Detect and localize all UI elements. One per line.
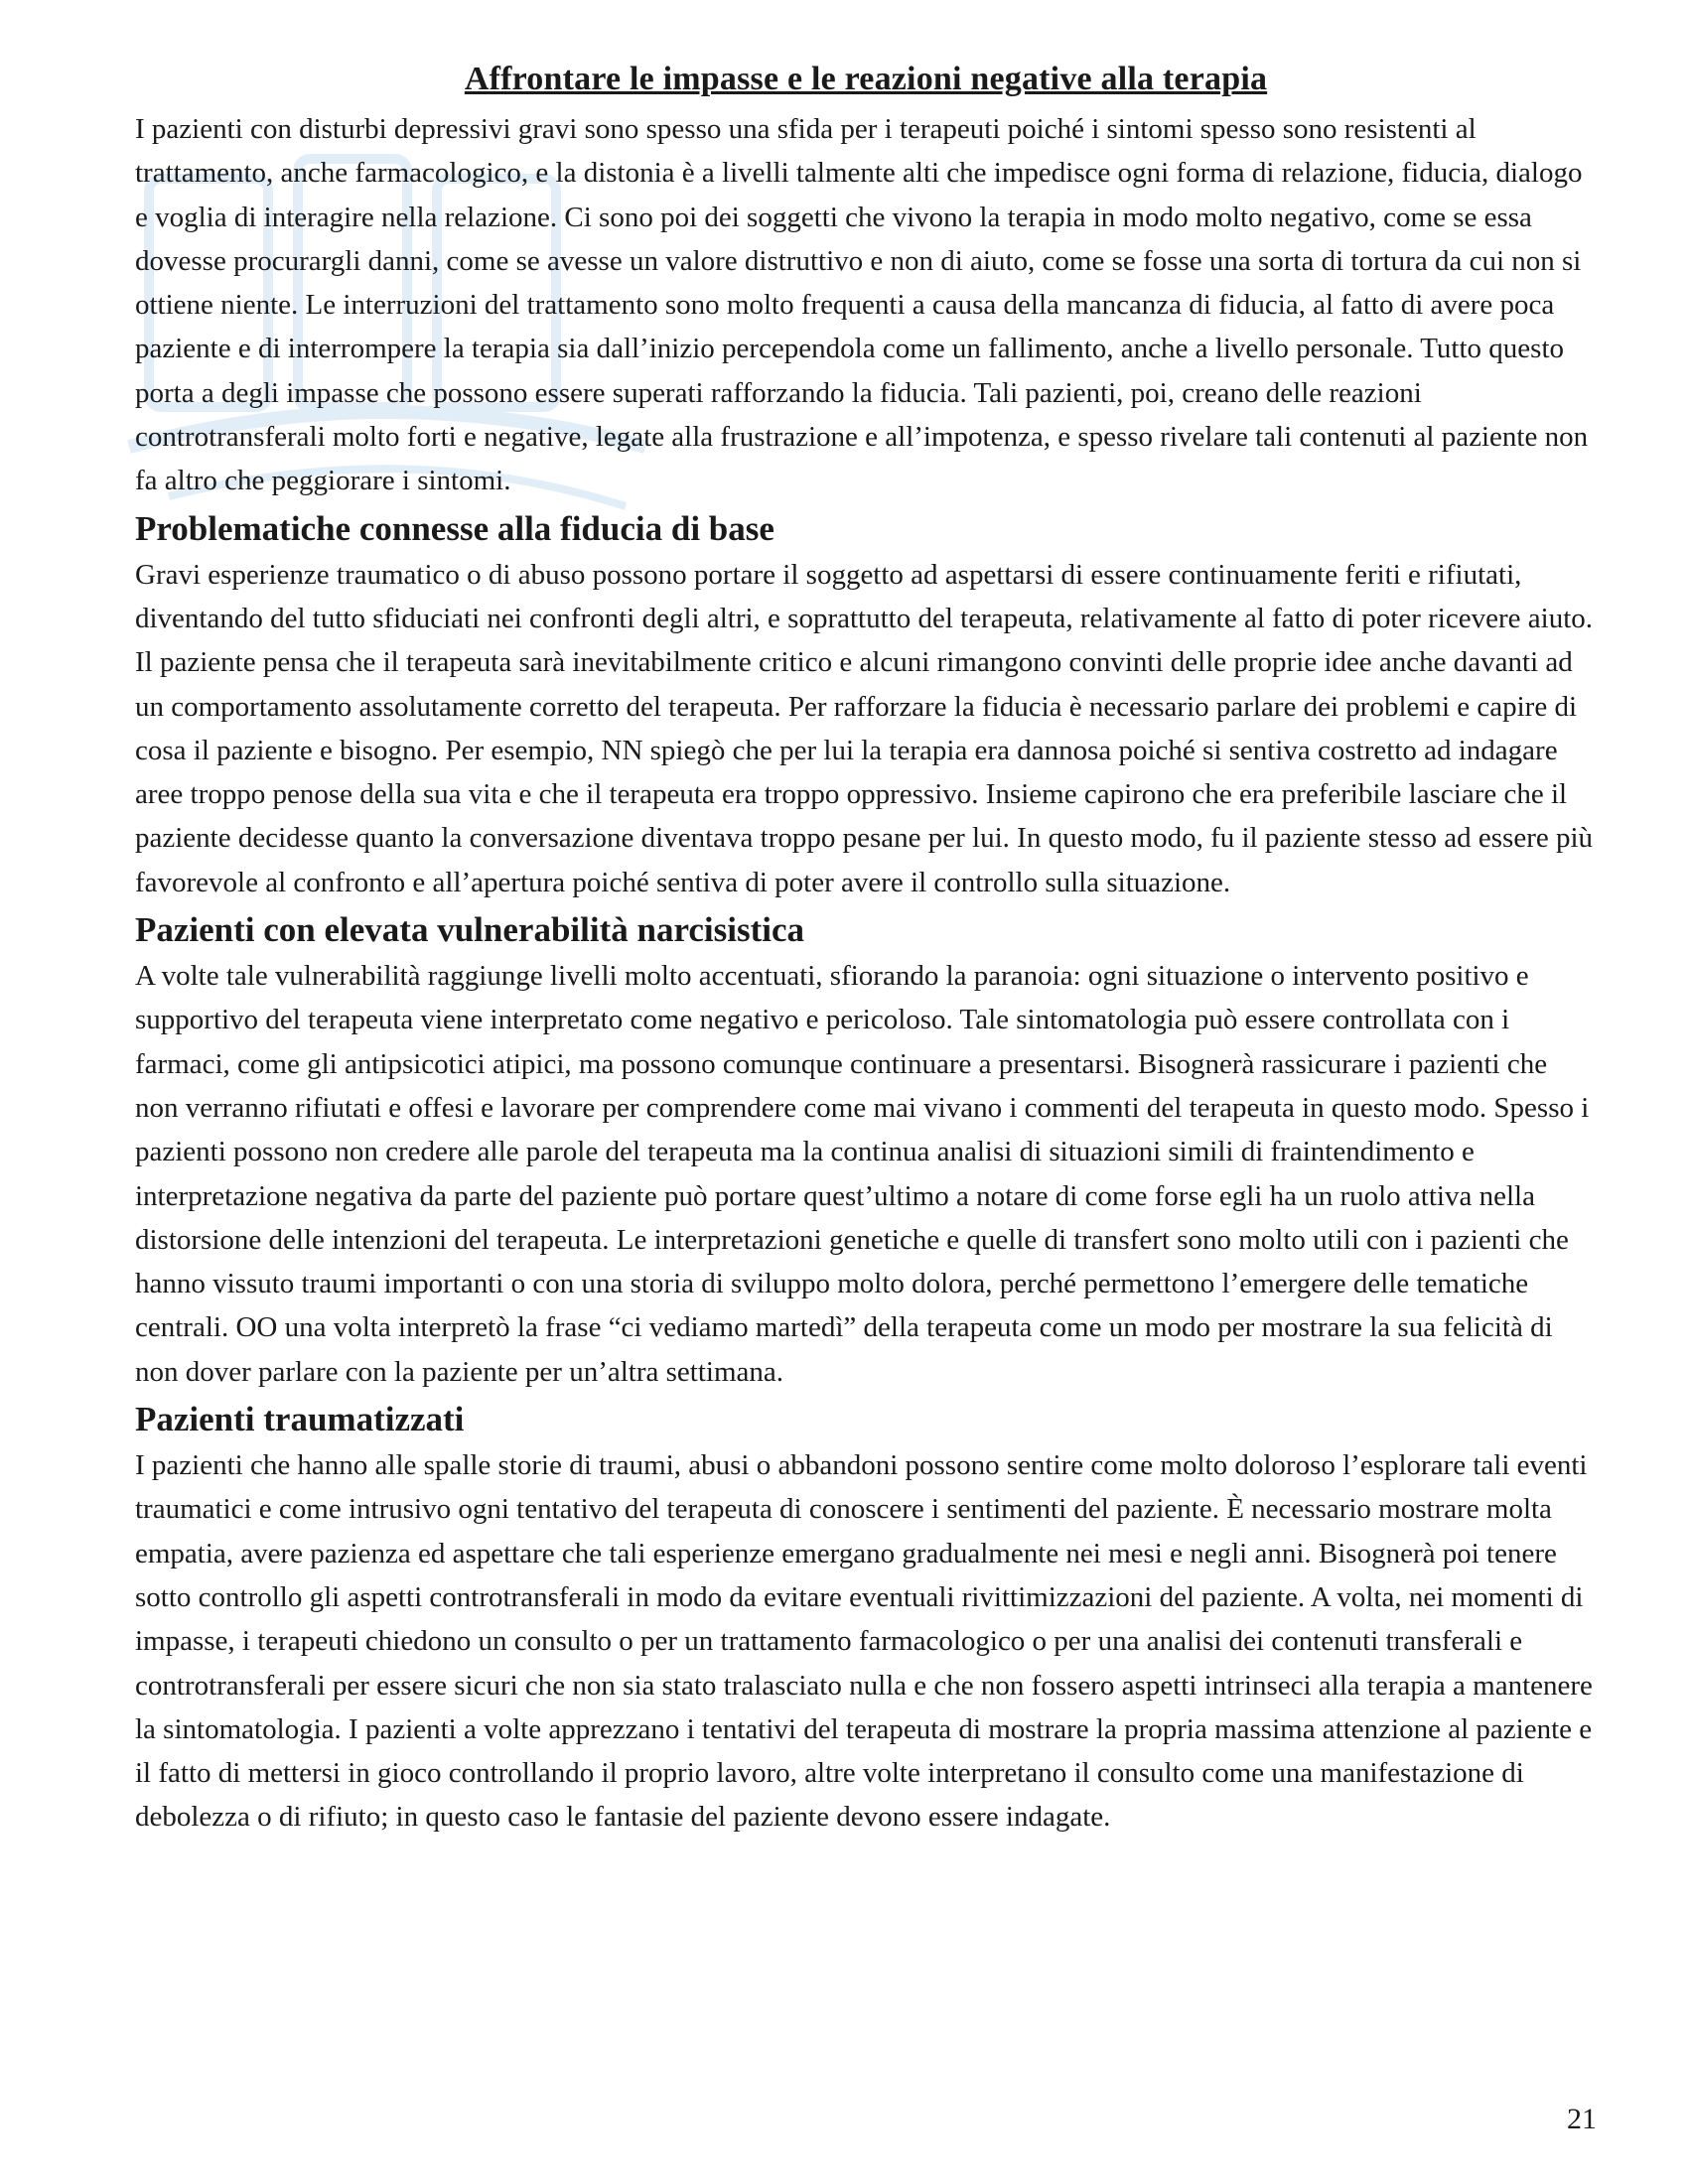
intro-paragraph: I pazienti con disturbi depressivi gravi sono spesso una sfida per i terapeuti poiché i sintomi spesso sono resistenti al trattamento, anche farmacologico, e la distonia è a livelli talmente alti che impedisce ogni forma di relazione, fiducia, dialogo e voglia di interagire nella relazione. Ci sono poi dei soggetti che vivono la terapia in modo molto negativo, come se essa dovesse procurargli danni, come se avesse un valore distruttivo e non di aiuto, come se fosse una sorta di tortura da cui non si ottiene niente. Le interruzioni del trattamento sono molto frequenti a causa della mancanza di fiducia, al fatto di avere poca paziente e di interrompere la terapia sia dall’inizio percependola come un fallimento, anche a livello personale. Tutto questo porta a degli impasse che possono essere superati rafforzando la fiducia. Tali pazienti, poi, creano delle reazioni controtransferali molto forti e negative, legate alla frustrazione e all’impotenza, e spesso rivelare tali contenuti al paziente non fa altro che peggiorare i sintomi. <box>135 113 1589 497</box>
document-page <box>135 58 1597 1840</box>
page-number: 21 <box>1567 2103 1597 2135</box>
section-heading-fiducia: Problematiche connesse alla fiducia di base <box>135 508 774 548</box>
section-body-fiducia: Gravi esperienze traumatico o di abuso possono portare il soggetto ad aspettarsi di essere continuamente feriti e rifiutati, diventando del tutto sfiduciati nei confronti degli altri, e soprattutto del terapeuta, relativamente al fatto di poter ricevere aiuto. Il paziente pensa che il terapeuta sarà inevitabilmente critico e alcuni rimangono convinti delle proprie idee anche davanti ad un comportamento assolutamente corretto del terapeuta. Per rafforzare la fiducia è necessario parlare dei problemi e capire di cosa il paziente e bisogno. Per esempio, NN spiegò che per lui la terapia era dannosa poiché si sentiva costretto ad indagare aree troppo penose della sua vita e che il terapeuta era troppo oppressivo. Insieme capirono che era preferibile lasciare che il paziente decidesse quanto la conversazione diventava troppo pesane per lui. In questo modo, fu il paziente stesso ad essere più favorevole al confronto e all’apertura poiché sentiva di poter avere il controllo sulla situazione. <box>135 558 1594 898</box>
section-body-narcisistica: A volte tale vulnerabilità raggiunge livelli molto accentuati, sfiorando la paranoia: ogni situazione o intervento positivo e supportivo del terapeuta viene interpretato come negativo e pericoloso. Tale sintomatologia può essere controllata con i farmaci, come gli antipsicotici atipici, ma possono comunque continuare a presentarsi. Bisognerà rassicurare i pazienti che non verranno rifiutati e offesi e lavorare per comprendere come mai vivano i commenti del terapeuta in questo modo. Spesso i pazienti possono non credere alle parole del terapeuta ma la continua analisi di situazioni simili di fraintendimento e interpretazione negativa da parte del paziente può portare quest’ultimo a notare di come forse egli ha un ruolo attiva nella distorsione delle intenzioni del terapeuta. Le interpretazioni genetiche e quelle di transfert sono molto utili con i pazienti che hanno vissuto traumi importanti o con una storia di sviluppo molto dolora, perché permettono l’emergere delle tematiche centrali. OO una volta interpretò la frase “ci vediamo martedì” della terapeuta come un modo per mostrare la sua felicità di non dover parlare con la paziente per un’altra settimana. <box>135 960 1590 1388</box>
section-heading-traumatizzati: Pazienti traumatizzati <box>135 1400 465 1439</box>
document-title: Affrontare le impasse e le reazioni negative alla terapia <box>464 61 1268 97</box>
section-heading-narcisistica: Pazienti con elevata vulnerabilità narcisistica <box>135 910 804 950</box>
section-body-traumatizzati: I pazienti che hanno alle spalle storie di traumi, abusi o abbandoni possono sentire come molto doloroso l’esplorare tali eventi traumatici e come intrusivo ogni tentativo del terapeuta di conoscere i sentimenti del paziente. È necessario mostrare molta empatia, avere pazienza ed aspettare che tali esperienze emergano gradualmente nei mesi e negli anni. Bisognerà poi tenere sotto controllo gli aspetti controtransferali in modo da evitare eventuali rivittimizzazioni del paziente. A volta, nei momenti di impasse, i terapeuti chiedono un consulto o per un trattamento farmacologico o per una analisi dei contenuti transferali e controtransferali per essere sicuri che non sia stato tralasciato nulla e che non fossero aspetti intrinseci alla terapia a mantenere la sintomatologia. I pazienti a volte apprezzano i tentativi del terapeuta di mostrare la propria massima attenzione al paziente e il fatto di mettersi in gioco controllando il proprio lavoro, altre volte interpretano il consulto come una manifestazione di debolezza o di rifiuto; in questo caso le fantasie del paziente devono essere indagate. <box>135 1449 1593 1834</box>
